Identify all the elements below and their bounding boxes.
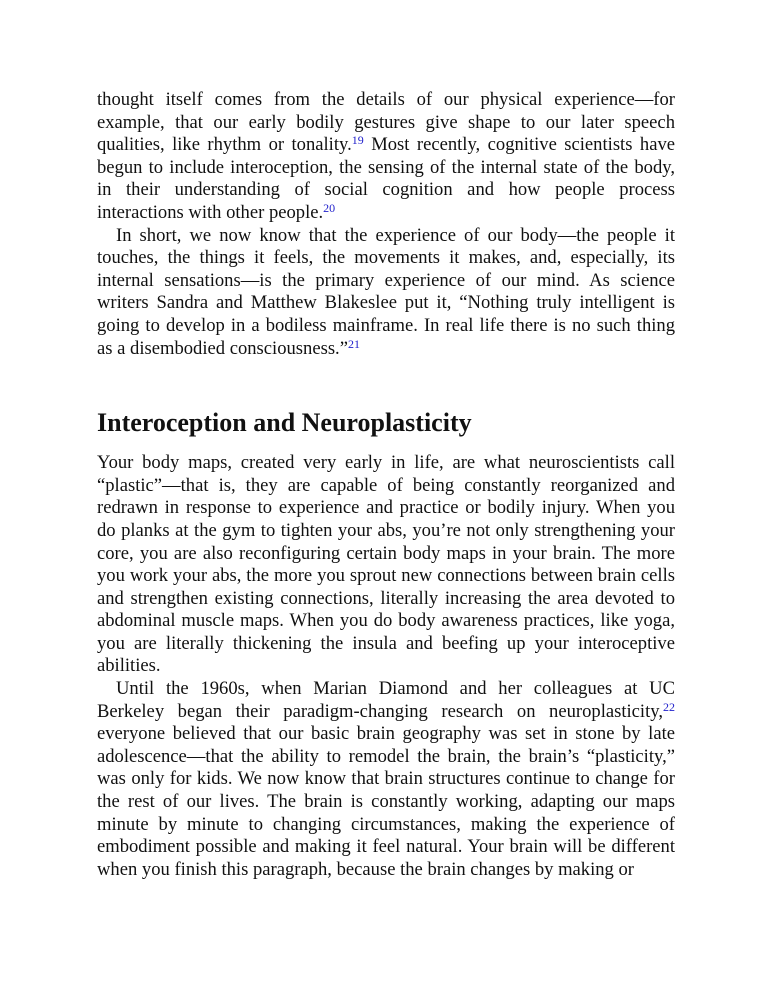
paragraph-body: [97, 225, 675, 361]
footnote-link[interactable]: 19: [351, 133, 364, 148]
paragraph-text: Your body maps, created very early in life, are what neuroscientists call “plastic”—that is, they are capable of being constantly reorganized and redrawn in response to experience and practice or bodily injury. When you do planks at the gym to tighten your abs, you’re not only strengthening your core, you are also reconfiguring certain body maps in your brain. The more you work your abs, the more you sprout new connections between brain cells and strengthen existing connections, literally increasing the area devoted to abdominal muscle maps. When you do body awareness practices, like yoga, you are literally thickening the insula and beefing up your interoceptive abilities.: [97, 452, 675, 677]
footnote-link[interactable]: 22: [663, 699, 675, 714]
paragraph-text: In short, we now know that the experience of our body—the people it touches, the things it feels, the movements it makes, and, especially, its internal sensations—is the primary experience of our mind. As science writers Sandra and Matthew Blakeslee put it, “Nothing truly intelligent is going to develop in a bodiless mainframe. In real life there is no such thing as a disembodied consciousness.”: [97, 224, 675, 359]
footnote-link[interactable]: 21: [347, 336, 360, 351]
paragraph-body: [97, 89, 675, 225]
footnote-link[interactable]: 20: [323, 200, 336, 215]
paragraph-body: [97, 452, 675, 678]
paragraph-text: thought itself comes from the details of our physical experience—for example, that our early bodily gestures give shape to our later speech qualities, like rhythm or tonality.: [97, 89, 675, 156]
paragraph-text: Until the 1960s, when Marian Diamond and her colleagues at UC Berkeley began their paradigm-changing research on neuroplasticity,: [97, 678, 675, 722]
book-page: [97, 89, 675, 881]
paragraph-text: everyone believed that our basic brain geography was set in stone by late adolescence—that the ability to remodel the brain, the brain’s “plasticity,” was only for kids. We now know that brain structures continue to change for the rest of our lives. The brain is constantly working, adapting our maps minute by minute to changing circumstances, making the experience of embodiment possible and making it feel natural. Your brain will be different when you finish this paragraph, because the brain changes by making or: [97, 723, 675, 880]
section-heading: Interoception and Neuroplasticity: [97, 408, 472, 438]
paragraph-text: Most recently, cognitive scientists have begun to include interoception, the sensing of the internal state of the body, in their understanding of social cognition and how people process interactions with other people.: [97, 134, 675, 223]
paragraph-body: [97, 678, 675, 881]
